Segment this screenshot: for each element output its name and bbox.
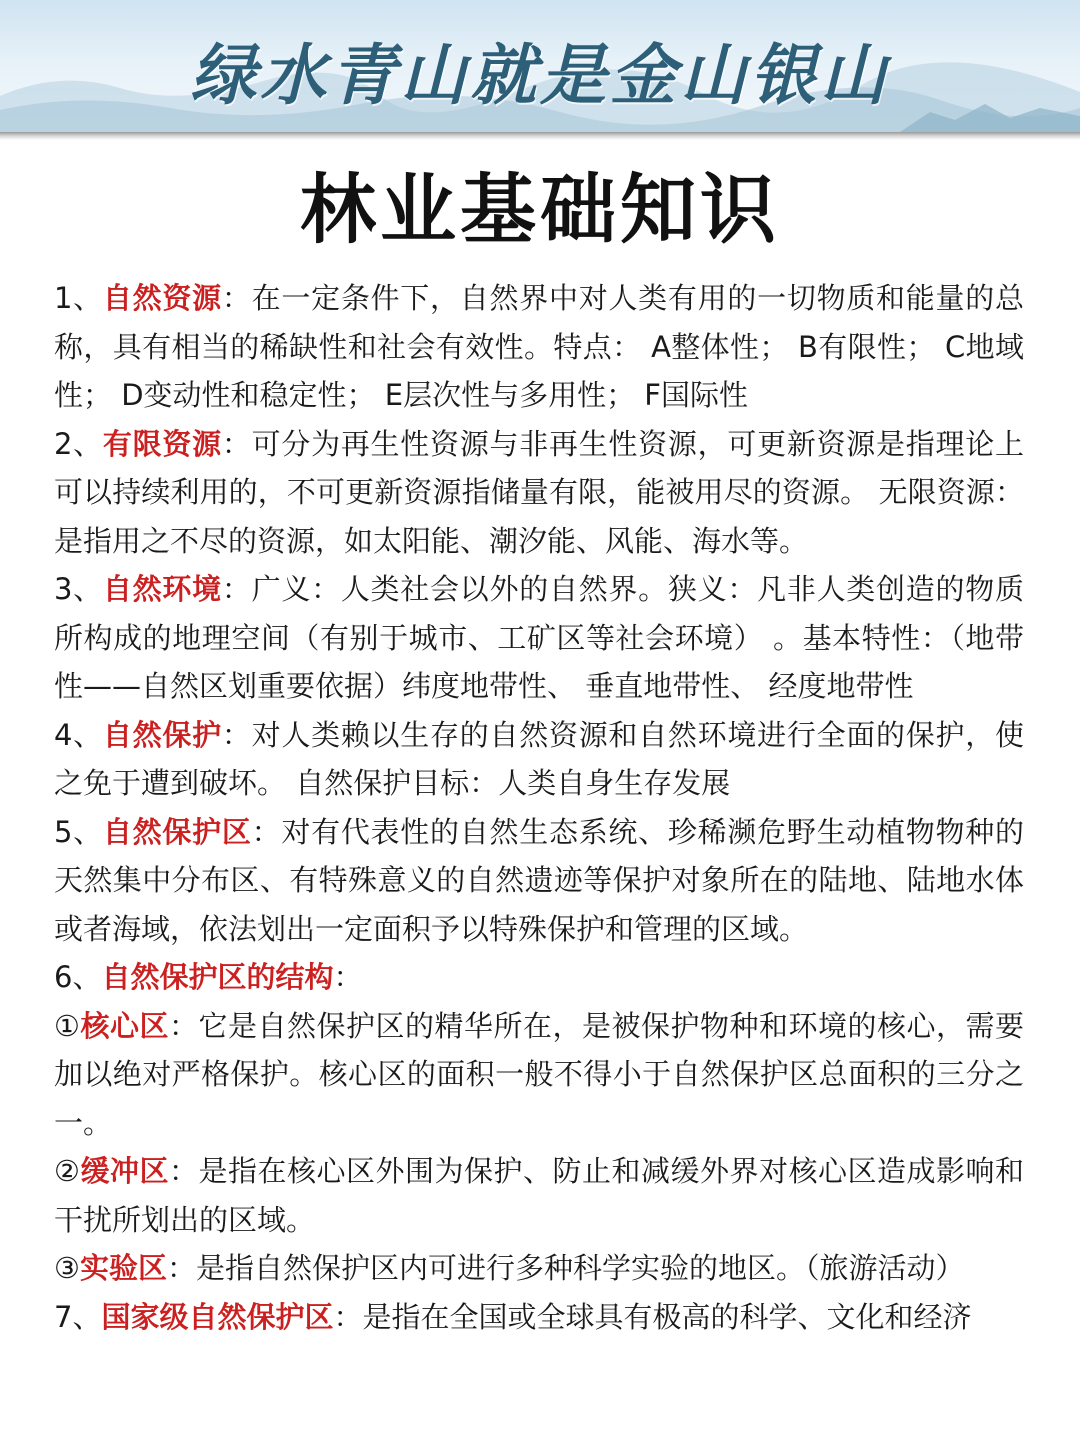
list-item	[54, 1147, 1024, 1244]
list-item	[54, 1293, 1024, 1342]
item-prefix: 5、	[54, 814, 103, 849]
item-text: ：对人类赖以生存的自然资源和自然环境进行全面的保护，使之免于遭到破坏。 自然保护目标：人类自身生存发展	[54, 717, 1024, 800]
item-text: ：是指在核心区外围为保护、防止和减缓外界对核心区造成影响和干扰所划出的区域。	[54, 1154, 1024, 1237]
item-prefix: 2、	[54, 426, 103, 461]
item-text: ：广义：人类社会以外的自然界。狭义：凡非人类创造的物质所构成的地理空间（有别于城市、工矿区等社会环境） 。基本特性：（地带性——自然区划重要依据）纬度地带性、 垂直地带性、 经度地带性	[54, 572, 1024, 703]
item-prefix: ③	[54, 1251, 80, 1285]
item-text: ：它是自然保护区的精华所在，是被保护物种和环境的核心，需要加以绝对严格保护。核心区的面积一般不得小于自然保护区总面积的三分之一。	[54, 1008, 1024, 1140]
list-item	[54, 808, 1024, 954]
item-term: 国家级自然保护区	[101, 1299, 334, 1334]
item-term: 自然保护区	[102, 814, 252, 849]
item-prefix: 4、	[54, 717, 103, 752]
item-term: 核心区	[80, 1008, 169, 1043]
content-body	[0, 274, 1080, 1341]
item-text: ：可分为再生性资源与非再生性资源，可更新资源是指理论上可以持续利用的，不可更新资源指储量有限，能被用尽的资源。 无限资源：是指用之不尽的资源，如太阳能、潮汐能、风能、海水等。	[54, 426, 1024, 558]
item-term: 自然环境	[102, 572, 222, 606]
item-text: ：是指在全国或全球具有极高的科学、文化和经济	[333, 1299, 972, 1334]
page-title: 林业基础知识	[300, 165, 780, 254]
list-item	[54, 274, 1024, 420]
item-text: ：在一定条件下，自然界中对人类有用的一切物质和能量的总称，具有相当的稀缺性和社会有效性。特点： A整体性； B有限性； C地域性； D变动性和稳定性； E层次性与多用性； F国际性	[54, 281, 1024, 412]
list-item	[54, 1002, 1024, 1148]
item-text: ：	[333, 960, 363, 994]
item-prefix: ②	[54, 1154, 81, 1188]
item-term: 有限资源	[102, 426, 222, 461]
item-text: ：对有代表性的自然生态系统、珍稀濒危野生动植物物种的天然集中分布区、有特殊意义的自然遗迹等保护对象所在的陆地、陆地水体或者海域，依法划出一定面积予以特殊保护和管理的区域。	[54, 814, 1024, 946]
item-term: 自然保护	[102, 717, 222, 752]
item-prefix: 6、	[54, 960, 102, 994]
banner-divider	[0, 132, 1080, 140]
item-prefix: 3、	[54, 572, 103, 606]
item-prefix: 7、	[54, 1299, 102, 1334]
item-term: 自然保护区的结构	[101, 960, 334, 994]
item-prefix: 1、	[54, 281, 103, 315]
slogan: 绿水青山就是金山银山	[190, 36, 890, 114]
item-text: ：是指自然保护区内可进行多种科学实验的地区。（旅游活动）	[167, 1251, 965, 1285]
header-banner	[0, 0, 1080, 132]
list-item	[54, 565, 1024, 711]
item-prefix: ①	[54, 1008, 81, 1043]
list-item	[54, 711, 1024, 808]
list-item	[54, 953, 1024, 1002]
item-term: 实验区	[80, 1251, 168, 1285]
item-term: 自然资源	[102, 281, 222, 315]
item-term: 缓冲区	[80, 1154, 169, 1188]
list-item	[54, 1244, 1024, 1293]
list-item	[54, 420, 1024, 566]
